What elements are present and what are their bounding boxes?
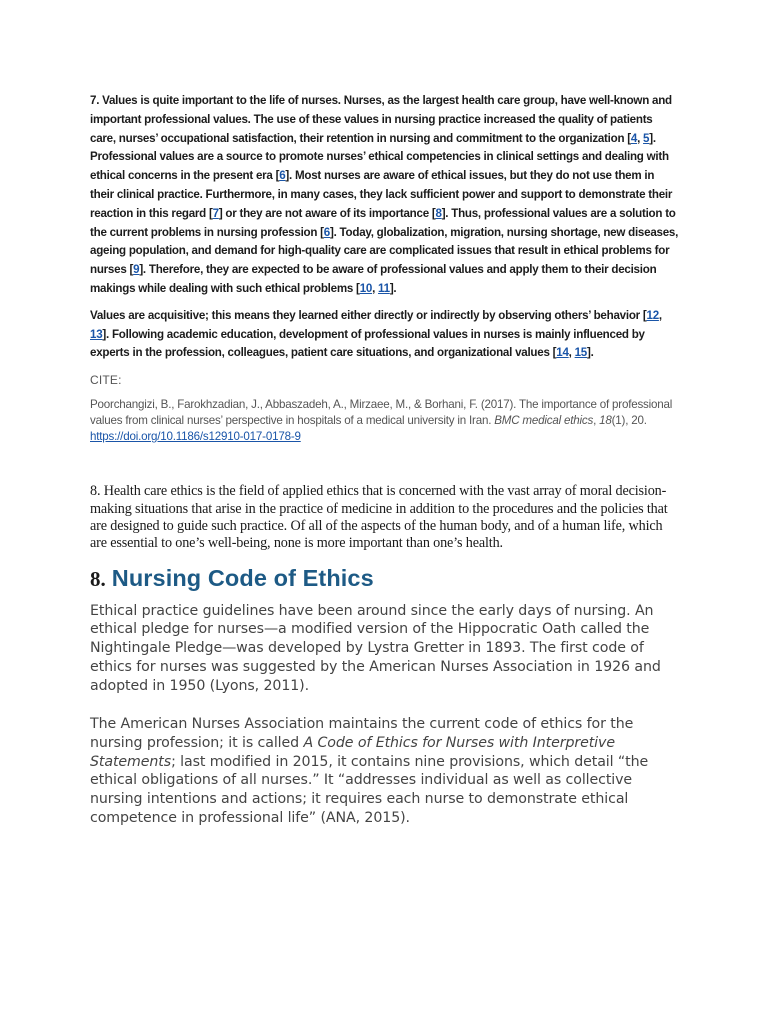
section-7-paragraph-2 — [90, 307, 680, 363]
ref-link-12[interactable]: 12 — [646, 308, 659, 322]
para-text: The American Nurses Association maintains the current code of ethics for the nursing profession; it is called — [90, 716, 634, 751]
heading-number: 8. — [90, 566, 106, 591]
para-text: 7. Values is quite important to the life of nurses. Nurses, as the largest health care group, have well-known and important professional values. The use of these values in nursing practice increased the quality of patients care, nurses’ occupational satisfaction, their retention in nursing and commitment to the organization [ — [90, 94, 672, 145]
para-text: Values are acquisitive; this means they learned either directly or indirectly by observing others’ behavior [ — [90, 308, 647, 322]
para-text: , — [658, 308, 662, 322]
para-text: ] or they are not aware of its importance [ — [218, 206, 436, 220]
para-text: ]. Following academic education, development of professional values in nurses is mainly influenced by experts in the profession, colleagues, patient care situations, and organizational values [ — [90, 327, 645, 360]
para-text: , — [372, 281, 379, 295]
doi-link[interactable]: https://doi.org/10.1186/s12910-017-0178-9 — [90, 430, 301, 444]
citation-text: (1), 20. — [611, 414, 647, 428]
section-8-body-1: Ethical practice guidelines have been around since the early days of nursing. An ethical pledge for nurses—a modified version of the Hippocratic Oath called the Nightingale Pledge—was developed by Lystra Gretter in 1893. The first code of ethics for nurses was suggested by the American Nurses Association in 1926 and adopted in 1950 (Lyons, 2011). — [90, 602, 661, 694]
para-text: , — [568, 346, 575, 360]
ref-link-10[interactable]: 10 — [359, 281, 373, 295]
para-text: ]. — [587, 346, 594, 360]
para-text: ]. Most nurses are aware of ethical issues, but they do not use them in their clinical practice. Furthermore, in many cases, they lack sufficient power and support to demonstrate their reaction in this regard [ — [90, 169, 673, 220]
citation-journal: BMC medical ethics — [494, 414, 594, 428]
ref-link-6[interactable]: 6 — [279, 169, 286, 183]
citation-text: , — [593, 414, 600, 428]
cite-label: CITE: — [90, 373, 122, 388]
section-8-body-2 — [90, 715, 680, 827]
section-8-heading — [90, 565, 680, 592]
section-7-paragraph-1 — [90, 92, 680, 299]
ref-link-5[interactable]: 5 — [643, 131, 650, 145]
ref-link-15[interactable]: 15 — [574, 346, 588, 360]
para-text: ]. Professional values are a source to promote nurses’ ethical competencies in clinical settings and dealing with ethical concerns in the present era [ — [90, 131, 669, 183]
para-text: ]. Today, globalization, migration, nursing shortage, new diseases, ageing population, and demand for high-quality care are complicated issues that result in ethical problems for nurses [ — [90, 225, 679, 277]
citation-volume: 18 — [599, 414, 612, 428]
document-page — [90, 92, 680, 828]
code-title: A Code of Ethics for Nurses with Interpretive Statements — [90, 735, 615, 770]
ref-link-13[interactable]: 13 — [90, 327, 103, 341]
ref-link-7[interactable]: 7 — [212, 206, 219, 220]
para-text: , — [637, 131, 644, 145]
ref-link-11[interactable]: 11 — [378, 281, 390, 295]
para-text: ]. Thus, professional values are a solution to the current problems in nursing profession [ — [90, 206, 676, 239]
heading-title: Nursing Code of Ethics — [111, 564, 374, 591]
ref-link-8[interactable]: 8 — [435, 206, 442, 220]
ref-link-9[interactable]: 9 — [133, 263, 140, 277]
para-text: ]. Therefore, they are expected to be aware of professional values and apply them to their decision makings while dealing with such ethical problems [ — [90, 263, 657, 295]
citation — [90, 397, 680, 445]
ref-link-4[interactable]: 4 — [630, 131, 638, 145]
ref-link-6b[interactable]: 6 — [323, 225, 330, 239]
citation-text: Poorchangizi, B., Farokhzadian, J., Abbaszadeh, A., Mirzaee, M., & Borhani, F. (2017). The importance of professional values from clinical nurses’ perspective in hospitals of a medical university in Iran. — [90, 398, 673, 428]
para-text: ]. — [389, 281, 397, 295]
section-8-intro: 8. Health care ethics is the field of applied ethics that is concerned with the vast array of moral decision-making situations that arise in the practice of medicine in addition to the procedures and the policies that are designed to guide such practice. Of all of the aspects of the human body, and of a human life, which are essential to one’s well-being, none is more important than one’s health. — [90, 483, 668, 552]
para-text: ; last modified in 2015, it contains nine provisions, which detail “the ethical obligations of all nurses.” It “addresses individual as well as collective nursing intentions and actions; it requires each nurse to demonstrate ethical competence in professional life” (ANA, 2015). — [90, 753, 649, 826]
ref-link-14[interactable]: 14 — [556, 346, 569, 360]
